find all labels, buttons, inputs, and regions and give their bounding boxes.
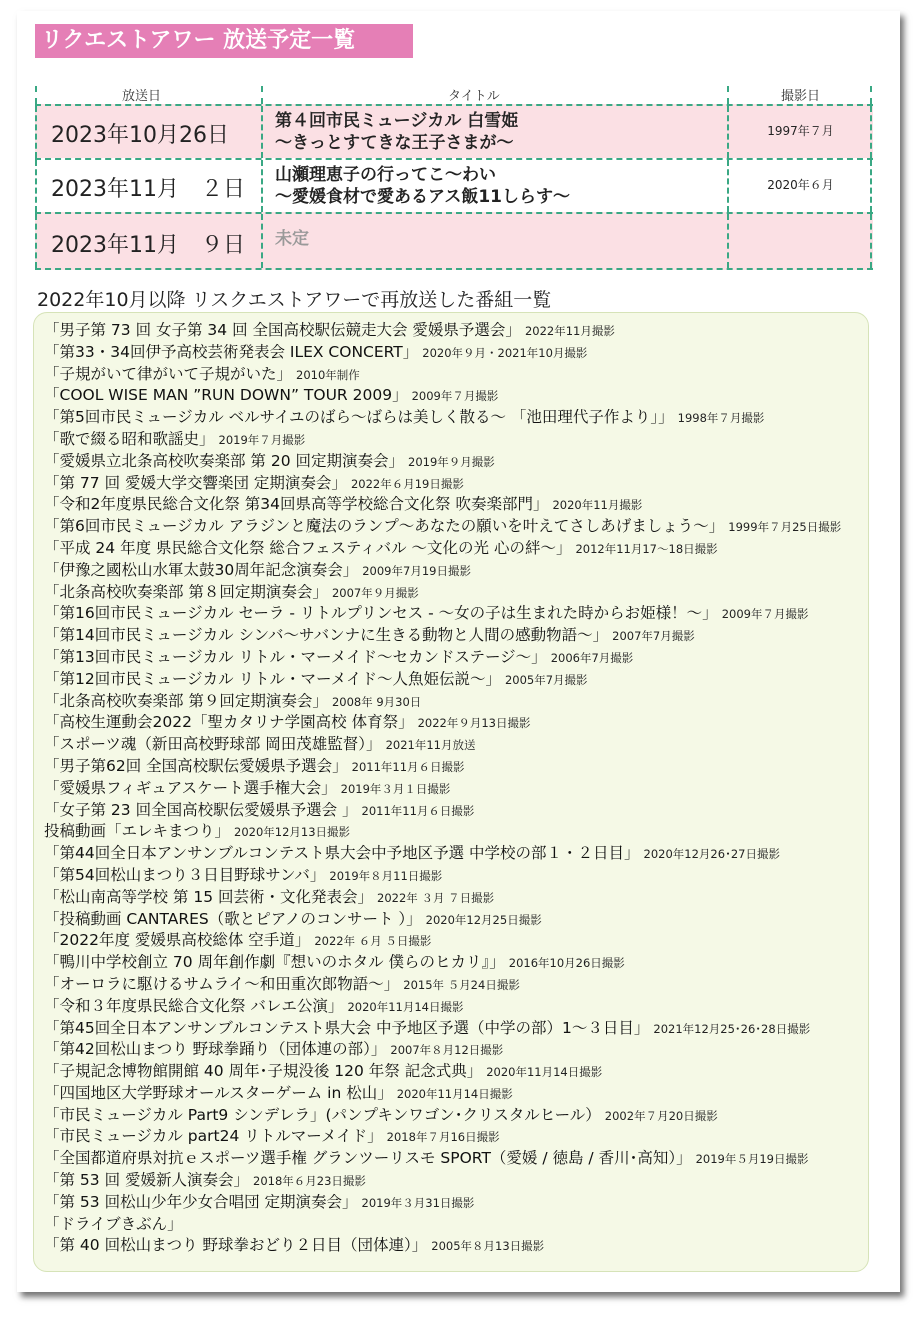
program-title: 「北条高校吹奏楽部 第９回定期演奏会」 (44, 691, 328, 710)
program-title: 「市民ミュージカル part24 リトルマーメイド」 (44, 1127, 383, 1146)
program-date: 2015年 ５月24日撮影 (403, 977, 520, 992)
column-divider (35, 106, 37, 158)
program-date: 2020年12月25日撮影 (425, 912, 542, 927)
program-date: 2011年11月６日撮影 (361, 803, 475, 818)
column-divider (35, 160, 37, 212)
program-title: 「愛媛県立北条高校吹奏楽部 第 20 回定期演奏会」 (44, 451, 405, 470)
program-date: 2021年12月25･26･28日撮影 (653, 1021, 811, 1036)
list-item (44, 581, 864, 603)
list-item (44, 450, 864, 472)
program-title: 「高校生運動会2022「聖カタリナ学園高校 体育祭」 (44, 713, 414, 732)
column-divider (35, 86, 37, 104)
program-title: 「北条高校吹奏楽部 第８回定期演奏会」 (44, 582, 328, 601)
list-item (44, 406, 864, 428)
schedule-title-line1: 第４回市民ミュージカル 白雪姫 (275, 111, 519, 131)
program-title: 「第13回市民ミュージカル リトル・マーメイド〜セカンドステージ〜」 (44, 647, 547, 666)
program-date: 2020年９月・2021年10月撮影 (422, 345, 588, 360)
schedule-row (35, 212, 873, 270)
list-item (44, 319, 864, 341)
program-title: 投稿動画「エレキまつり」 (44, 822, 231, 841)
program-date: 2020年11月14日撮影 (396, 1086, 513, 1101)
program-title: 「男子第62回 全国高校駅伝愛媛県予選会」 (44, 756, 348, 775)
program-date: 2020年12月26･27日撮影 (643, 847, 780, 862)
program-title: 「2022年度 愛媛県高校総体 空手道」 (44, 931, 311, 950)
column-divider (870, 214, 872, 268)
column-divider (261, 86, 263, 104)
program-title: 「第 40 回松山まつり 野球拳おどり２日目（団体連）」 (44, 1236, 428, 1255)
schedule-date: 2023年11月 ９日 (51, 233, 245, 258)
list-item (44, 864, 864, 886)
program-title: 「第16回市民ミュージカル セーラ - リトルプリンセス - 〜女の子は生まれた時からお姫様！〜」 (44, 604, 718, 623)
list-item (44, 1234, 864, 1256)
program-title: 「四国地区大学野球オールスターゲーム in 松山」 (44, 1083, 393, 1102)
program-date: 2019年３月31日撮影 (361, 1195, 475, 1210)
program-title: 「歌で綴る昭和歌謡史」 (44, 429, 215, 448)
program-title: 「ドライブきぶん」 (44, 1214, 183, 1233)
program-title: 「鴨川中学校創立 70 周年創作劇『想いのホタル 僕らのヒカリ』」 (44, 953, 505, 972)
program-date: 2022年 ６月 ５日撮影 (314, 934, 432, 949)
schedule-title (275, 164, 570, 208)
column-divider (870, 86, 872, 104)
list-item (44, 493, 864, 515)
list-item (44, 1038, 864, 1060)
list-item (44, 363, 864, 385)
list-item (44, 1104, 864, 1126)
program-date: 2021年11月放送 (385, 738, 476, 753)
list-item (44, 1082, 864, 1104)
program-title: 「オーロラに駆けるサムライ〜和田重次郎物語〜」 (44, 974, 400, 993)
program-title: 「第33・34回伊予高校芸術発表会 ILEX CONCERT」 (44, 342, 419, 361)
list-item (44, 1060, 864, 1082)
program-date: 2010年制作 (296, 367, 360, 382)
list-item (44, 929, 864, 951)
program-title: 「第42回松山まつり 野球拳踊り（団体連の部）」 (44, 1040, 387, 1059)
program-date: 2006年7月撮影 (550, 650, 634, 665)
program-title: 「令和３年度県民総合文化祭 バレエ公演」 (44, 996, 344, 1015)
program-date: 2019年３月１日撮影 (340, 781, 451, 796)
program-date: 2022年 ３月 ７日撮影 (377, 890, 495, 905)
program-title: 「第54回松山まつり３日目野球サンバ」 (44, 865, 326, 884)
column-divider (727, 86, 729, 104)
program-date: 2022年６月19日撮影 (350, 476, 464, 491)
list-item (44, 428, 864, 450)
program-date: 2005年８月13日撮影 (431, 1239, 545, 1254)
schedule-row (35, 158, 873, 212)
program-date: 2016年10月26日撮影 (508, 956, 625, 971)
list-item (44, 1213, 864, 1235)
program-date: 2019年９月撮影 (408, 454, 495, 469)
program-date: 2005年7月撮影 (504, 672, 588, 687)
page-title-badge: リクエストアワー 放送予定一覧 (35, 24, 413, 58)
program-date: 2022年11月撮影 (524, 324, 615, 338)
rebroadcast-list-panel (33, 312, 869, 1272)
program-title: 「第12回市民ミュージカル リトル・マーメイド〜人魚姫伝説〜」 (44, 669, 501, 688)
program-title: 「第5回市民ミュージカル ベルサイユのばら〜ばらは美しく散る〜 「池田理代子作より」」 (44, 408, 674, 427)
column-divider (261, 106, 263, 158)
column-divider (727, 214, 729, 268)
schedule-shot-date: 2020年６月 (767, 178, 834, 192)
program-title: 「市民ミュージカル Part9 シンデレラ」(パンプキンワゴン･クリスタルヒール） (44, 1105, 601, 1124)
program-title: 「全国都道府県対抗ｅスポーツ選手権 グランツーリスモ SPORT（愛媛 / 徳島 / 香川･高知）」 (44, 1149, 692, 1168)
program-date: 2019年５月19日撮影 (695, 1152, 809, 1167)
list-item (44, 341, 864, 363)
list-item (44, 842, 864, 864)
list-item (44, 820, 864, 842)
program-date: 2009年７月撮影 (411, 389, 499, 404)
program-title: 「第 53 回松山少年少女合唱団 定期演奏会」 (44, 1192, 358, 1211)
list-item (44, 1191, 864, 1213)
column-divider (35, 214, 37, 268)
column-divider (261, 160, 263, 212)
column-header-date: 放送日 (122, 89, 162, 104)
program-title: 「第6回市民ミュージカル アラジンと魔法のランプ〜あなたの願いを叶えてさしあげましょう〜」 (44, 517, 725, 536)
program-date: 2019年７月撮影 (218, 432, 306, 447)
program-title: 「女子第 23 回全国高校駅伝愛媛県予選会 」 (44, 800, 358, 819)
list-item (44, 733, 864, 755)
program-date: 2020年11月撮影 (552, 498, 643, 513)
column-header-shot: 撮影日 (781, 89, 821, 104)
program-title: 「投稿動画 CANTARES（歌とピアノのコンサート ）」 (44, 909, 422, 928)
program-date: 2020年12月13日撮影 (234, 825, 351, 840)
list-item (44, 690, 864, 712)
schedule-shot-date: 1997年７月 (767, 124, 834, 138)
schedule-title-line1: 未定 (275, 229, 309, 249)
program-date: 1998年７月撮影 (677, 411, 765, 426)
program-date: 2011年11月６日撮影 (351, 759, 465, 774)
schedule-header-row (35, 82, 873, 104)
program-date: 2019年８月11日撮影 (329, 868, 443, 883)
list-item (44, 995, 864, 1017)
program-title: 「第14回市民ミュージカル シンバ〜サバンナに生きる動物と人間の感動物語〜」 (44, 626, 609, 645)
column-divider (261, 214, 263, 268)
schedule-date: 2023年10月26日 (51, 123, 229, 148)
program-title: 「松山南高等学校 第 15 回芸術・文化発表会」 (44, 887, 374, 906)
program-date: 2022年９月13日撮影 (417, 716, 531, 731)
column-header-title: タイトル (448, 89, 500, 104)
list-item (44, 799, 864, 821)
program-title: 「第45回全日本アンサンブルコンテスト県大会 中予地区予選（中学の部）1〜３日目」 (44, 1018, 650, 1037)
program-title: 「伊豫之國松山水軍太鼓30周年記念演奏会」 (44, 560, 359, 579)
program-date: 2007年7月撮影 (612, 629, 695, 644)
schedule-date: 2023年11月 ２日 (51, 177, 245, 202)
program-title: 「第 77 回 愛媛大学交響楽団 定期演奏会」 (44, 473, 347, 492)
list-item (44, 908, 864, 930)
program-title: 「第 53 回 愛媛新人演奏会」 (44, 1171, 250, 1190)
rebroadcast-list (44, 319, 864, 1256)
program-title: 「平成 24 年度 県民総合文化祭 総合フェスティバル 〜文化の光 心の絆〜」 (44, 538, 572, 557)
program-date: 2018年６月23日撮影 (253, 1174, 366, 1189)
list-item (44, 951, 864, 973)
schedule-row (35, 104, 873, 158)
list-item (44, 777, 864, 799)
rebroadcast-heading: 2022年10月以降 リスクエストアワーで再放送した番組一覧 (37, 289, 552, 311)
list-item (44, 646, 864, 668)
program-date: 2018年７月16日撮影 (386, 1130, 500, 1145)
program-date: 2007年９月撮影 (331, 585, 419, 600)
program-title: 「子規がいて律がいて子規がいた」 (44, 364, 293, 383)
schedule-title (275, 110, 518, 154)
list-item (44, 973, 864, 995)
program-date: 2012年11月17〜18日撮影 (575, 541, 718, 556)
program-date: 2008年 9月30日 (331, 694, 422, 709)
list-item (44, 1125, 864, 1147)
program-date: 2002年７月20日撮影 (604, 1108, 718, 1123)
program-date: 2009年7月19日撮影 (362, 563, 471, 578)
program-title: 「COOL WISE MAN ”RUN DOWN” TOUR 2009」 (44, 386, 408, 405)
schedule-title-line2: 〜きっとすてきな王子さまが〜 (275, 133, 514, 153)
program-title: 「愛媛県フィギュアスケート選手権大会」 (44, 778, 337, 797)
list-item (44, 624, 864, 646)
list-item (44, 1147, 864, 1169)
list-item (44, 1017, 864, 1039)
list-item (44, 1169, 864, 1191)
program-title: 「男子第 73 回 女子第 34 回 全国高校駅伝競走大会 愛媛県予選会」 (44, 321, 521, 339)
program-date: 2020年11月14日撮影 (486, 1065, 603, 1080)
program-date: 2009年７月撮影 (721, 607, 809, 622)
program-date: 2020年11月14日撮影 (347, 999, 464, 1014)
program-date: 2007年８月12日撮影 (390, 1043, 504, 1058)
program-title: 「第44回全日本アンサンブルコンテスト県大会中予地区予選 中学校の部１・２日目」 (44, 844, 640, 863)
list-item (44, 668, 864, 690)
list-item (44, 559, 864, 581)
program-date: 1999年７月25日撮影 (728, 520, 842, 535)
list-item (44, 472, 864, 494)
schedule-table (35, 82, 873, 270)
list-item (44, 602, 864, 624)
list-item (44, 886, 864, 908)
list-item (44, 537, 864, 559)
program-title: 「子規記念博物館開館 40 周年･子規没後 120 年祭 記念式典」 (44, 1062, 483, 1081)
program-title: 「令和2年度県民総合文化祭 第34回県高等学校総合文化祭 吹奏楽部門」 (44, 495, 549, 514)
schedule-title-line1: 山瀬理恵子の行ってこ〜わい (275, 165, 496, 185)
schedule-title (275, 228, 309, 250)
list-item (44, 384, 864, 406)
list-item (44, 515, 864, 537)
schedule-title-line2: 〜愛媛食材で愛あるアス飯11しらす〜 (275, 187, 570, 207)
list-item (44, 711, 864, 733)
list-item (44, 755, 864, 777)
program-title: 「スポーツ魂（新田高校野球部 岡田茂雄監督）」 (44, 735, 382, 754)
